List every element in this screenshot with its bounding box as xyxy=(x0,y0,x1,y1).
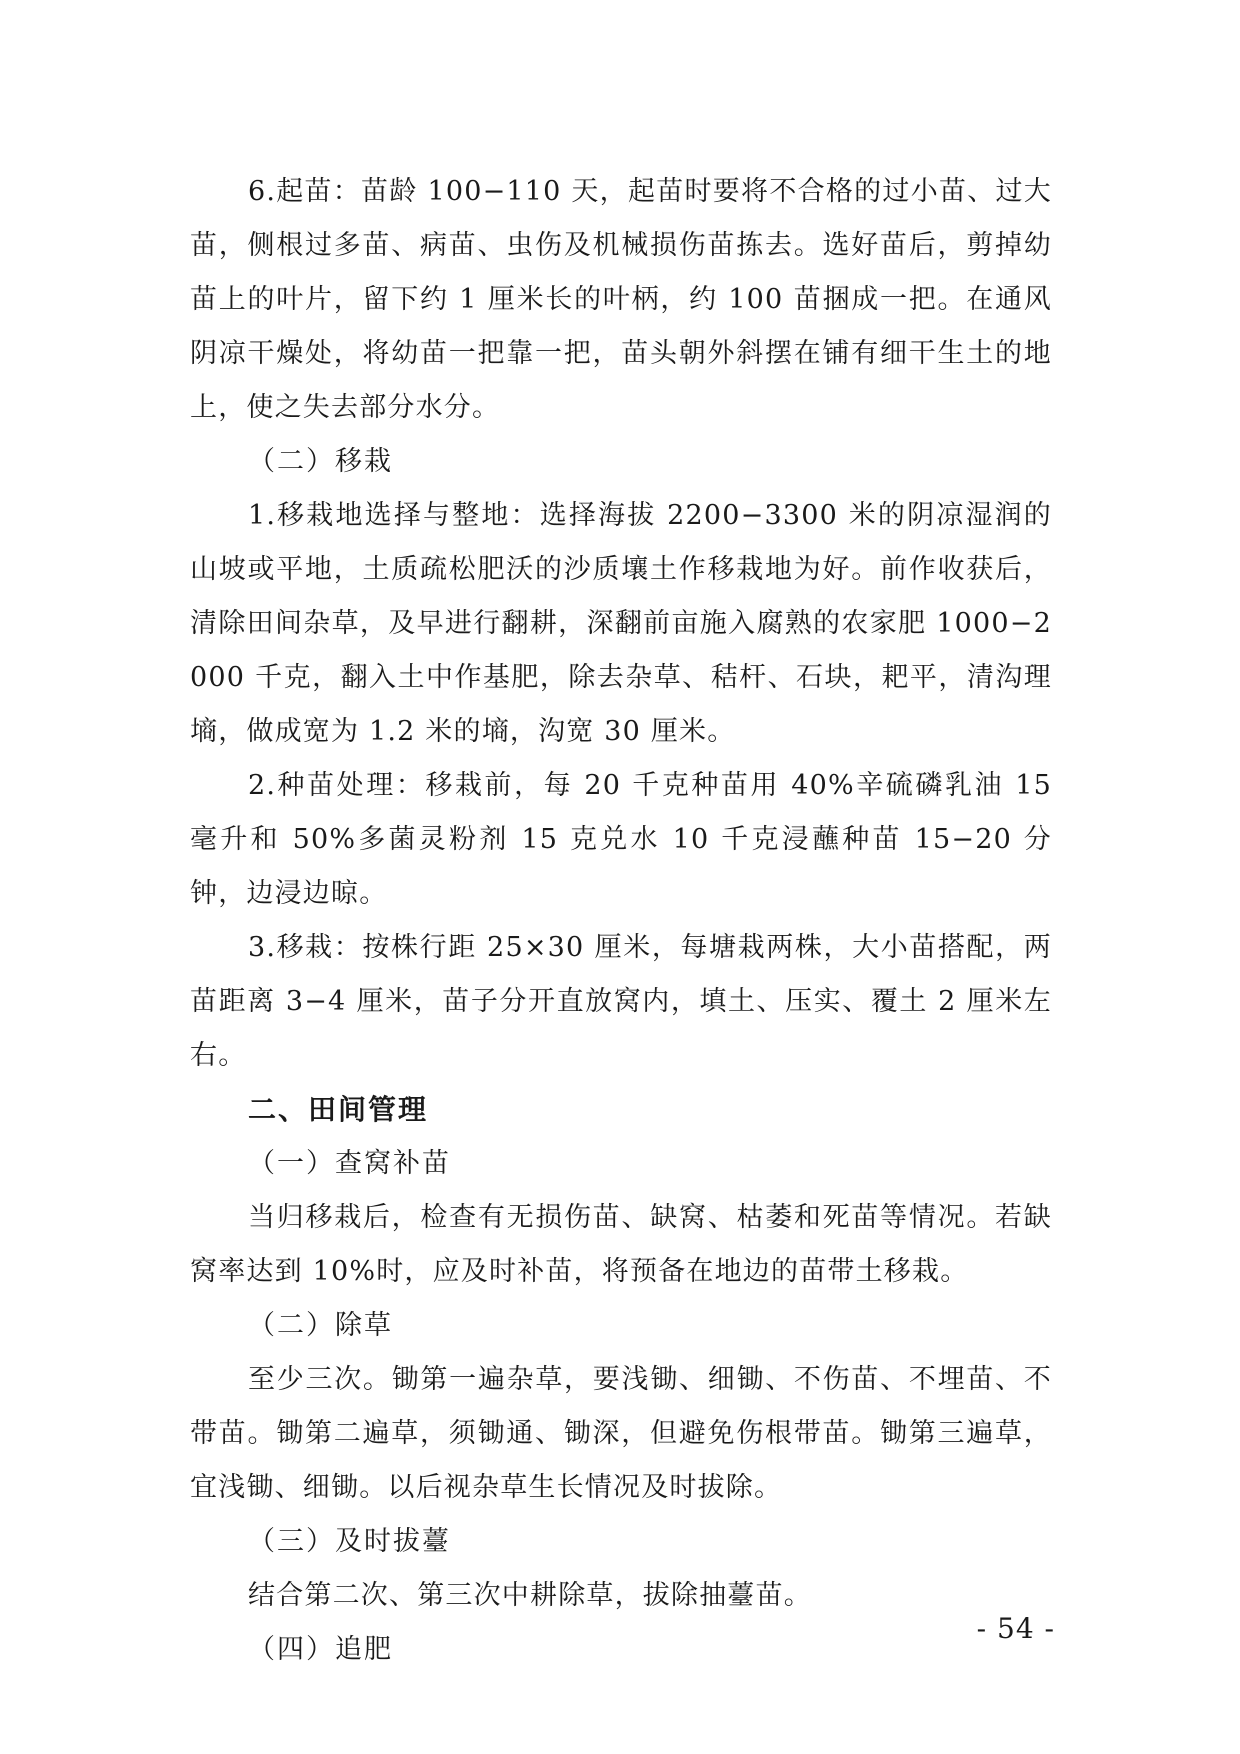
section-heading-field-management: 二、田间管理 xyxy=(248,1093,429,1126)
paragraph-transplanting: 3.移栽：按株行距 25×30 厘米，每塘栽两株，大小苗搭配，两苗距离 3−4 厘米，苗子分开直放窝内，填土、压实、覆土 2 厘米左右。 xyxy=(190,932,1052,1071)
subheading-fertilizing: （四）追肥 xyxy=(248,1634,393,1665)
paragraph-bolting-removal: 结合第二次、第三次中耕除草，拔除抽薹苗。 xyxy=(248,1580,812,1611)
paragraph-site-selection: 1.移栽地选择与整地：选择海拔 2200−3300 米的阴凉湿润的山坡或平地，土质疏松肥沃的沙质壤土作移栽地为好。前作收获后，清除田间杂草，及早进行翻耕，深翻前亩施入腐熟的农家肥 1000−2000 千克，翻入土中作基肥，除去杂草、秸杆、石块，耙平，清沟理墒，做成宽为 1.2 米的墒，沟宽 30 厘米。 xyxy=(190,500,1052,747)
subheading-replanting: （一）查窝补苗 xyxy=(248,1148,451,1179)
page-number: - 54 - xyxy=(976,1612,1055,1645)
paragraph-qimiao: 6.起苗：苗龄 100−110 天，起苗时要将不合格的过小苗、过大苗，侧根过多苗、病苗、虫伤及机械损伤苗拣去。选好苗后，剪掉幼苗上的叶片，留下约 1 厘米长的叶柄，约 100 苗捆成一把。在通风阴凉干燥处，将幼苗一把靠一把，苗头朝外斜摆在铺有细干生土的地上，使之失去部分水分。 xyxy=(190,176,1052,423)
paragraph-weeding: 至少三次。锄第一遍杂草，要浅锄、细锄、不伤苗、不埋苗、不带苗。锄第二遍草，须锄通、锄深，但避免伤根带苗。锄第三遍草，宜浅锄、细锄。以后视杂草生长情况及时拔除。 xyxy=(190,1364,1052,1503)
paragraph-replanting: 当归移栽后，检查有无损伤苗、缺窝、枯萎和死苗等情况。若缺窝率达到 10%时，应及时补苗，将预备在地边的苗带土移栽。 xyxy=(190,1202,1052,1287)
subheading-bolting-removal: （三）及时拔薹 xyxy=(248,1526,451,1557)
subheading-yizai: （二）移栽 xyxy=(248,446,393,477)
document-body xyxy=(190,165,1052,1677)
paragraph-seedling-treatment: 2.种苗处理：移栽前，每 20 千克种苗用 40%辛硫磷乳油 15 毫升和 50%多菌灵粉剂 15 克兑水 10 千克浸蘸种苗 15−20 分钟，边浸边晾。 xyxy=(190,770,1052,909)
subheading-weeding: （二）除草 xyxy=(248,1310,393,1341)
